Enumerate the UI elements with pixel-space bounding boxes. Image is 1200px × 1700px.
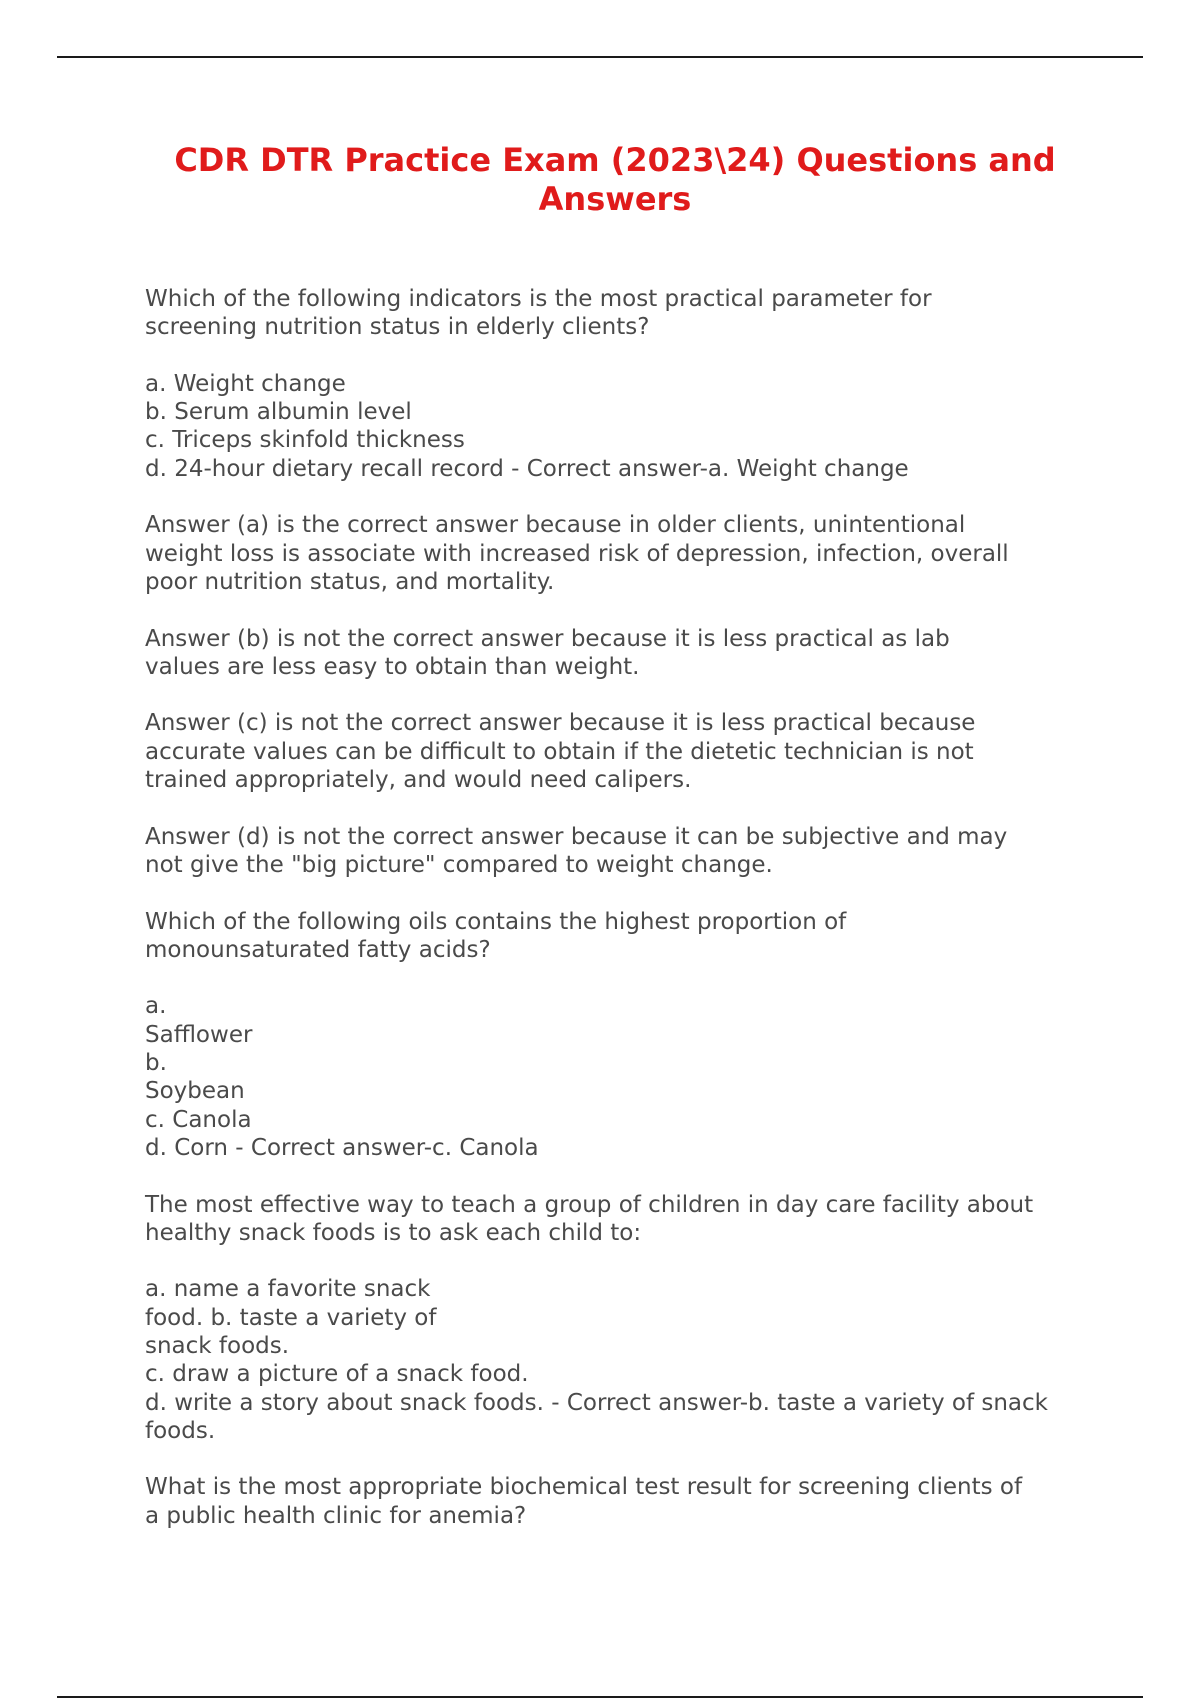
option-line: c. Triceps skinfold thickness <box>145 427 465 454</box>
text-line: accurate values can be difficult to obtain if the dietetic technician is not <box>145 738 974 765</box>
title-line: CDR DTR Practice Exam (2023\24) Questions and <box>174 141 1056 179</box>
question-3 <box>145 1191 1125 1248</box>
text-line: poor nutrition status, and mortality. <box>145 568 555 595</box>
explanation-a <box>145 511 1125 596</box>
question-3-options <box>145 1275 1125 1445</box>
option-line: a. <box>145 993 167 1020</box>
text-line: What is the most appropriate biochemical test result for screening clients of <box>145 1474 1023 1501</box>
text-line: Answer (d) is not the correct answer because it can be subjective and may <box>145 823 1008 850</box>
option-line: b. <box>145 1050 167 1077</box>
bottom-rule <box>57 1696 1143 1698</box>
text-line: monounsaturated fatty acids? <box>145 936 491 963</box>
text-line: The most effective way to teach a group of children in day care facility about <box>145 1191 1034 1218</box>
text-line: screening nutrition status in elderly clients? <box>145 314 650 341</box>
option-line: d. Corn - Correct answer-c. Canola <box>145 1134 539 1161</box>
option-line: a. name a favorite snack <box>145 1276 431 1303</box>
top-rule <box>57 56 1143 58</box>
explanation-b <box>145 625 1125 682</box>
text-line: values are less easy to obtain than weight. <box>145 653 640 680</box>
text-line: Answer (c) is not the correct answer because it is less practical because <box>145 710 976 737</box>
text-line: Which of the following indicators is the most practical parameter for <box>145 286 932 312</box>
option-line: a. Weight change <box>145 370 346 397</box>
question-1 <box>145 285 1125 342</box>
option-line: b. Serum albumin level <box>145 399 412 426</box>
document-body <box>145 285 1125 1558</box>
option-line: Soybean <box>145 1078 245 1105</box>
text-line: healthy snack foods is to ask each child to: <box>145 1219 642 1246</box>
option-line: food. b. taste a variety of <box>145 1304 437 1331</box>
text-line: trained appropriately, and would need calipers. <box>145 767 692 794</box>
text-line: Answer (a) is the correct answer because in older clients, unintentional <box>145 512 966 539</box>
question-2 <box>145 908 1125 965</box>
option-line: d. 24-hour dietary recall record - Correct answer-a. Weight change <box>145 455 909 482</box>
explanation-d <box>145 823 1125 880</box>
text-line: Answer (b) is not the correct answer because it is less practical as lab <box>145 625 950 652</box>
text-line: Which of the following oils contains the highest proportion of <box>145 908 847 935</box>
document-title <box>140 141 1090 219</box>
text-line: weight loss is associate with increased risk of depression, infection, overall <box>145 540 1009 567</box>
text-line: not give the "big picture" compared to weight change. <box>145 851 773 878</box>
question-4 <box>145 1473 1125 1530</box>
question-1-options <box>145 370 1125 483</box>
text-line: a public health clinic for anemia? <box>145 1502 527 1529</box>
option-line: snack foods. <box>145 1332 290 1359</box>
question-2-options <box>145 992 1125 1162</box>
option-line: foods. <box>145 1417 216 1444</box>
option-line: d. write a story about snack foods. - Correct answer-b. taste a variety of snack <box>145 1389 1048 1416</box>
option-line: c. Canola <box>145 1106 252 1133</box>
title-line: Answers <box>538 180 692 218</box>
option-line: c. draw a picture of a snack food. <box>145 1361 529 1388</box>
explanation-c <box>145 709 1125 794</box>
option-line: Safflower <box>145 1021 253 1048</box>
